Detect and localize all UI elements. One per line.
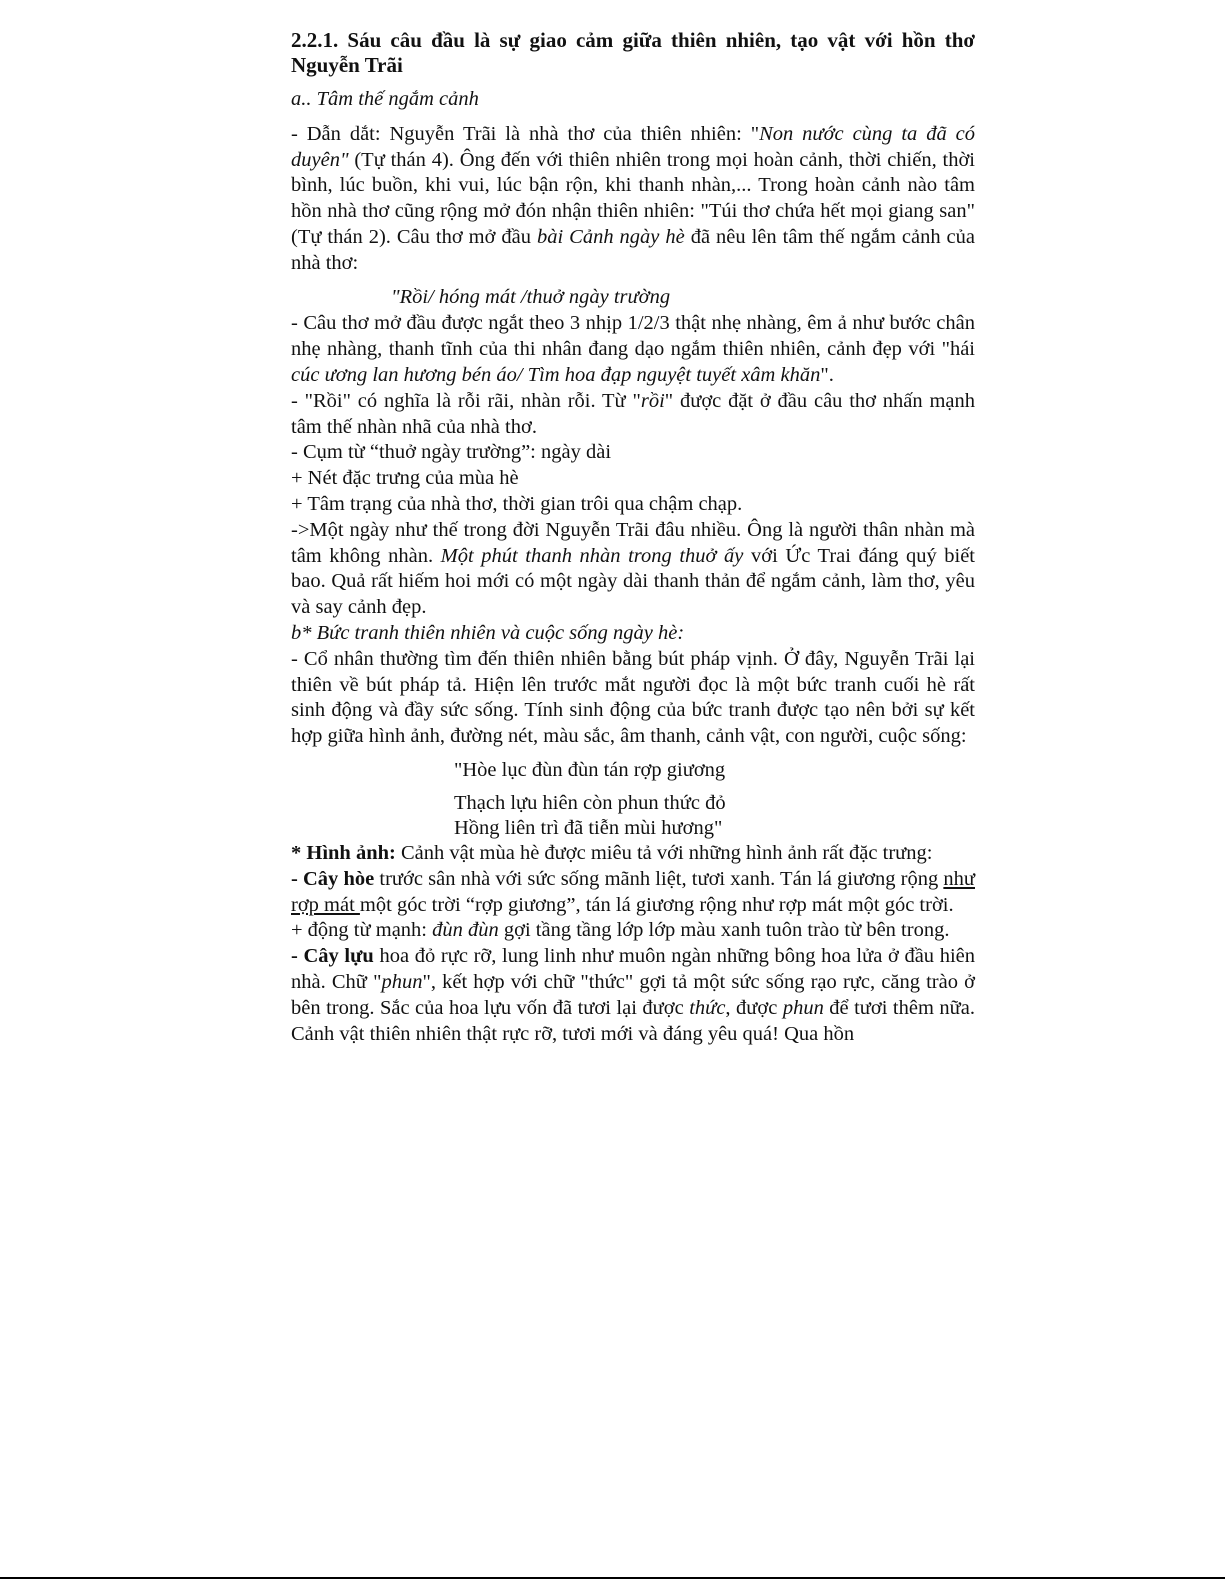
paragraph-images: * Hình ảnh: Cảnh vật mùa hè được miêu tả với những hình ảnh rất đặc trưng:: [291, 841, 933, 864]
paragraph-mood: + Tâm trạng của nhà thơ, thời gian trôi qua chậm chạp.: [291, 492, 743, 515]
verse-line: "Hòe lục đùn đùn tán rợp giương: [454, 758, 726, 781]
page-bottom-rule: [0, 1577, 1225, 1579]
paragraph-roi: - "Rồi" có nghĩa là rỗi rãi, nhàn rỗi. Từ "rồi" được đặt ở đầu câu thơ nhấn mạnh tâm thế nhàn nhã của nhà thơ.: [291, 389, 976, 438]
paragraph-conclusion: ->Một ngày như thế trong đời Nguyễn Trãi đâu nhiều. Ông là người thân nhàn mà tâm không nhàn. Một phút thanh nhàn trong thuở ấy với Ức Trai đáng quý biết bao. Quả rất hiếm hoi mới có một ngày dài thanh thản để ngắm cảnh, làm thơ, yêu và say cảnh đẹp.: [291, 518, 976, 619]
paragraph-phrase: - Cụm từ “thuở ngày trường”: ngày dài: [291, 441, 612, 464]
subsection-a-title: a.. Tâm thế ngắm cảnh: [291, 88, 479, 110]
verse-line: Hồng liên trì đã tiễn mùi hương": [454, 816, 723, 839]
paragraph-verb: + động từ mạnh: đùn đùn gợi tầng tầng lớp lớp màu xanh tuôn trào từ bên trong.: [291, 919, 950, 942]
paragraph-hoe-tree: - Cây hòe trước sân nhà với sức sống mãnh liệt, tươi xanh. Tán lá giương rộng như rợp mát một góc trời “rợp giương”, tán lá giương rộng như rợp mát một góc trời.: [291, 867, 975, 916]
verse-line: Thạch lựu hiên còn phun thức đỏ: [454, 791, 726, 814]
paragraph-rhythm: - Câu thơ mở đầu được ngắt theo 3 nhịp 1/2/3 thật nhẹ nhàng, êm ả như bước chân nhẹ nhàng, thanh tĩnh của thi nhân đang dạo ngắm thiên nhiên, cảnh đẹp với "hái cúc ương lan hương bén áo/ Tìm hoa đạp nguyệt tuyết xâm khăn".: [291, 312, 975, 386]
section-heading: 2.2.1. Sáu câu đầu là sự giao cảm giữa thiên nhiên, tạo vật với hồn thơ Nguyễn Trãi: [291, 28, 975, 77]
paragraph-summer-trait: + Nét đặc trưng của mùa hè: [291, 467, 519, 490]
paragraph-luu-tree: - Cây lựu hoa đỏ rực rỡ, lung linh như muôn ngàn những bông hoa lửa ở đầu hiên nhà. Chữ "phun", kết hợp với chữ "thức" gợi tả một sức sống rạo rực, căng trào ở bên trong. Sắc của hoa lựu vốn đã tươi lại được thức, được phun để tươi thêm nữa. Cảnh vật thiên nhiên thật rực rỡ, tươi mới và đáng yêu quá! Qua hồn: [291, 945, 976, 1045]
document-page: [291, 28, 975, 1047]
subsection-b-title: b* Bức tranh thiên nhiên và cuộc sống ngày hè:: [291, 621, 685, 644]
paragraph-painting: - Cổ nhân thường tìm đến thiên nhiên bằng bút pháp vịnh. Ở đây, Nguyễn Trãi lại thiên về bút pháp tả. Hiện lên trước mắt người đọc là một bức tranh cuối hè rất sinh động và đầy sức sống. Tính sinh động của bức tranh được tạo nên bởi sự kết hợp giữa hình ảnh, đường nét, màu sắc, âm thanh, cảnh vật, con người, cuộc sống:: [291, 647, 975, 748]
paragraph-intro: - Dẫn dắt: Nguyễn Trãi là nhà thơ của thiên nhiên: "Non nước cùng ta đã có duyên" (Tự thán 4). Ông đến với thiên nhiên trong mọi hoàn cảnh, thời chiến, thời bình, lúc buồn, khi vui, lúc bận rộn, khi thanh nhàn,... Trong hoàn cảnh nào tâm hồn nhà thơ cũng rộng mở đón nhận thiên nhiên: "Túi thơ chứa hết mọi giang san" (Tự thán 2). Câu thơ mở đầu bài Cảnh ngày hè đã nêu lên tâm thế ngắm cảnh của nhà thơ:: [291, 122, 975, 274]
verse-line-1: "Rồi/ hóng mát /thuở ngày trường: [391, 285, 671, 308]
